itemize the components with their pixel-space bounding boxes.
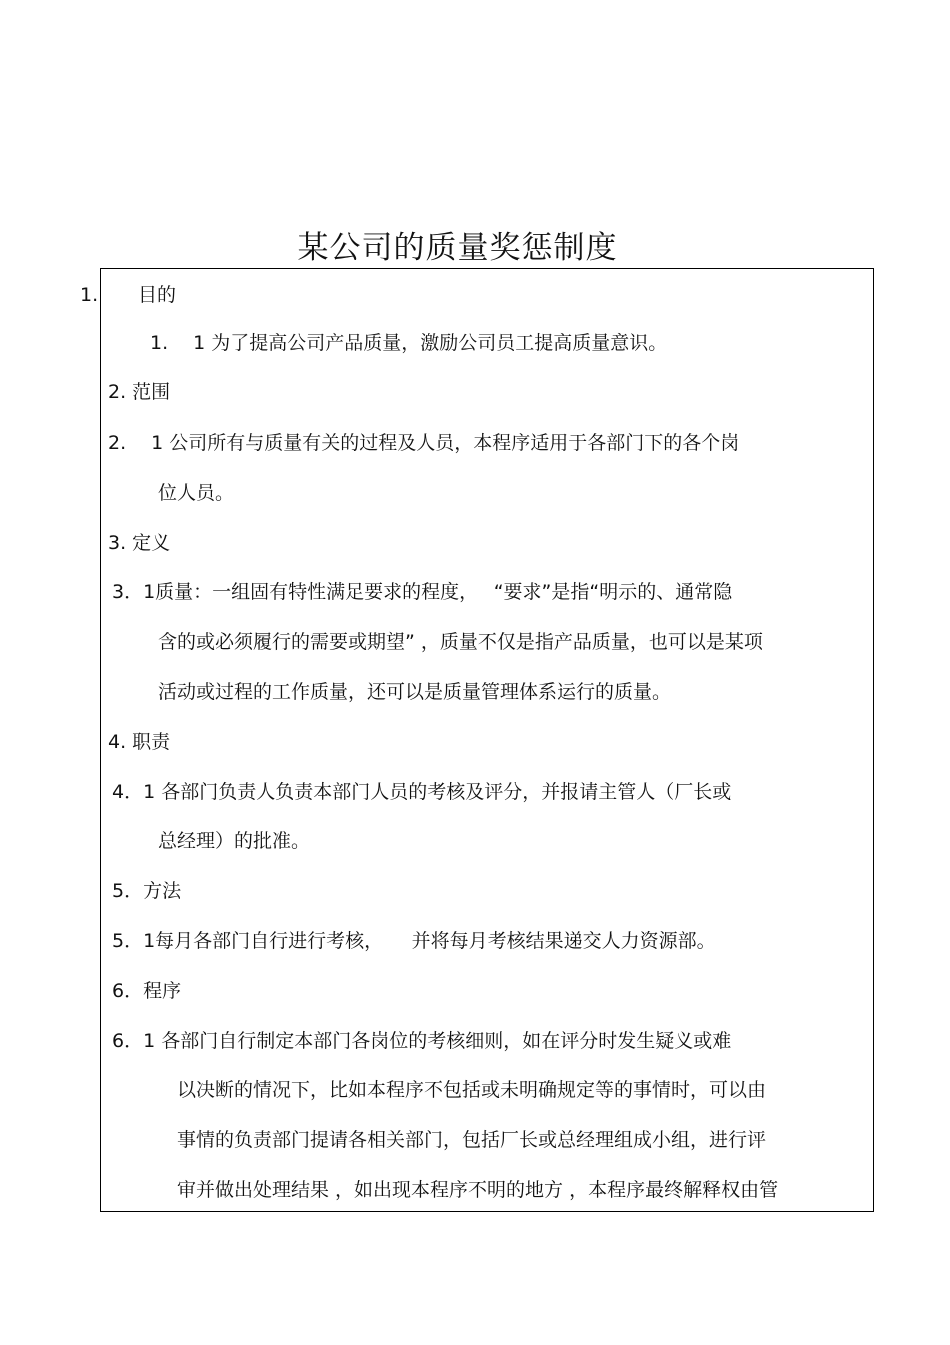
paragraph-line: 事情的负责部门提请各相关部门，包括厂长或总经理组成小组，进行评 (177, 1129, 767, 1151)
content-frame (100, 268, 874, 1212)
section-heading: 5．方法 (112, 880, 182, 902)
section-heading: 2. 范围 (108, 381, 171, 403)
paragraph-line: 审并做出处理结果 ，如出现本程序不明的地方 ，本程序最终解释权由管 (177, 1179, 779, 1201)
paragraph-line: 2. 1 公司所有与质量有关的过程及人员，本程序适用于各部门下的各个岗 (108, 432, 740, 454)
paragraph-line: 1. 1 为了提高公司产品质量，激励公司员工提高质量意识。 (150, 332, 668, 354)
paragraph-line: 活动或过程的工作质量，还可以是质量管理体系运行的质量。 (158, 681, 672, 703)
paragraph-line: 含的或必须履行的需要或期望” ，质量不仅是指产品质量，也可以是某项 (158, 631, 763, 653)
paragraph-line: 4．1 各部门负责人负责本部门人员的考核及评分，并报请主管人（厂长或 (112, 781, 732, 803)
section-heading: 目的 (138, 284, 177, 306)
section-heading: 3. 定义 (108, 532, 171, 554)
paragraph-line: 5．1每月各部门自行进行考核， 并将每月考核结果递交人力资源部。 (112, 930, 716, 952)
section-number: 1. (80, 284, 99, 306)
page-title: 某公司的质量奖惩制度 (297, 230, 618, 266)
section-heading: 6．程序 (112, 980, 182, 1002)
paragraph-line: 6．1 各部门自行制定本部门各岗位的考核细则，如在评分时发生疑义或难 (112, 1030, 732, 1052)
paragraph-line: 总经理）的批准。 (158, 830, 311, 852)
paragraph-line: 以决断的情况下，比如本程序不包括或未明确规定等的事情时，可以由 (177, 1079, 767, 1101)
section-heading: 4. 职责 (108, 731, 171, 753)
paragraph-line: 位人员。 (158, 482, 235, 504)
paragraph-line: 3．1质量：一组固有特性满足要求的程度， “要求”是指“明示的、通常隐 (112, 581, 733, 603)
